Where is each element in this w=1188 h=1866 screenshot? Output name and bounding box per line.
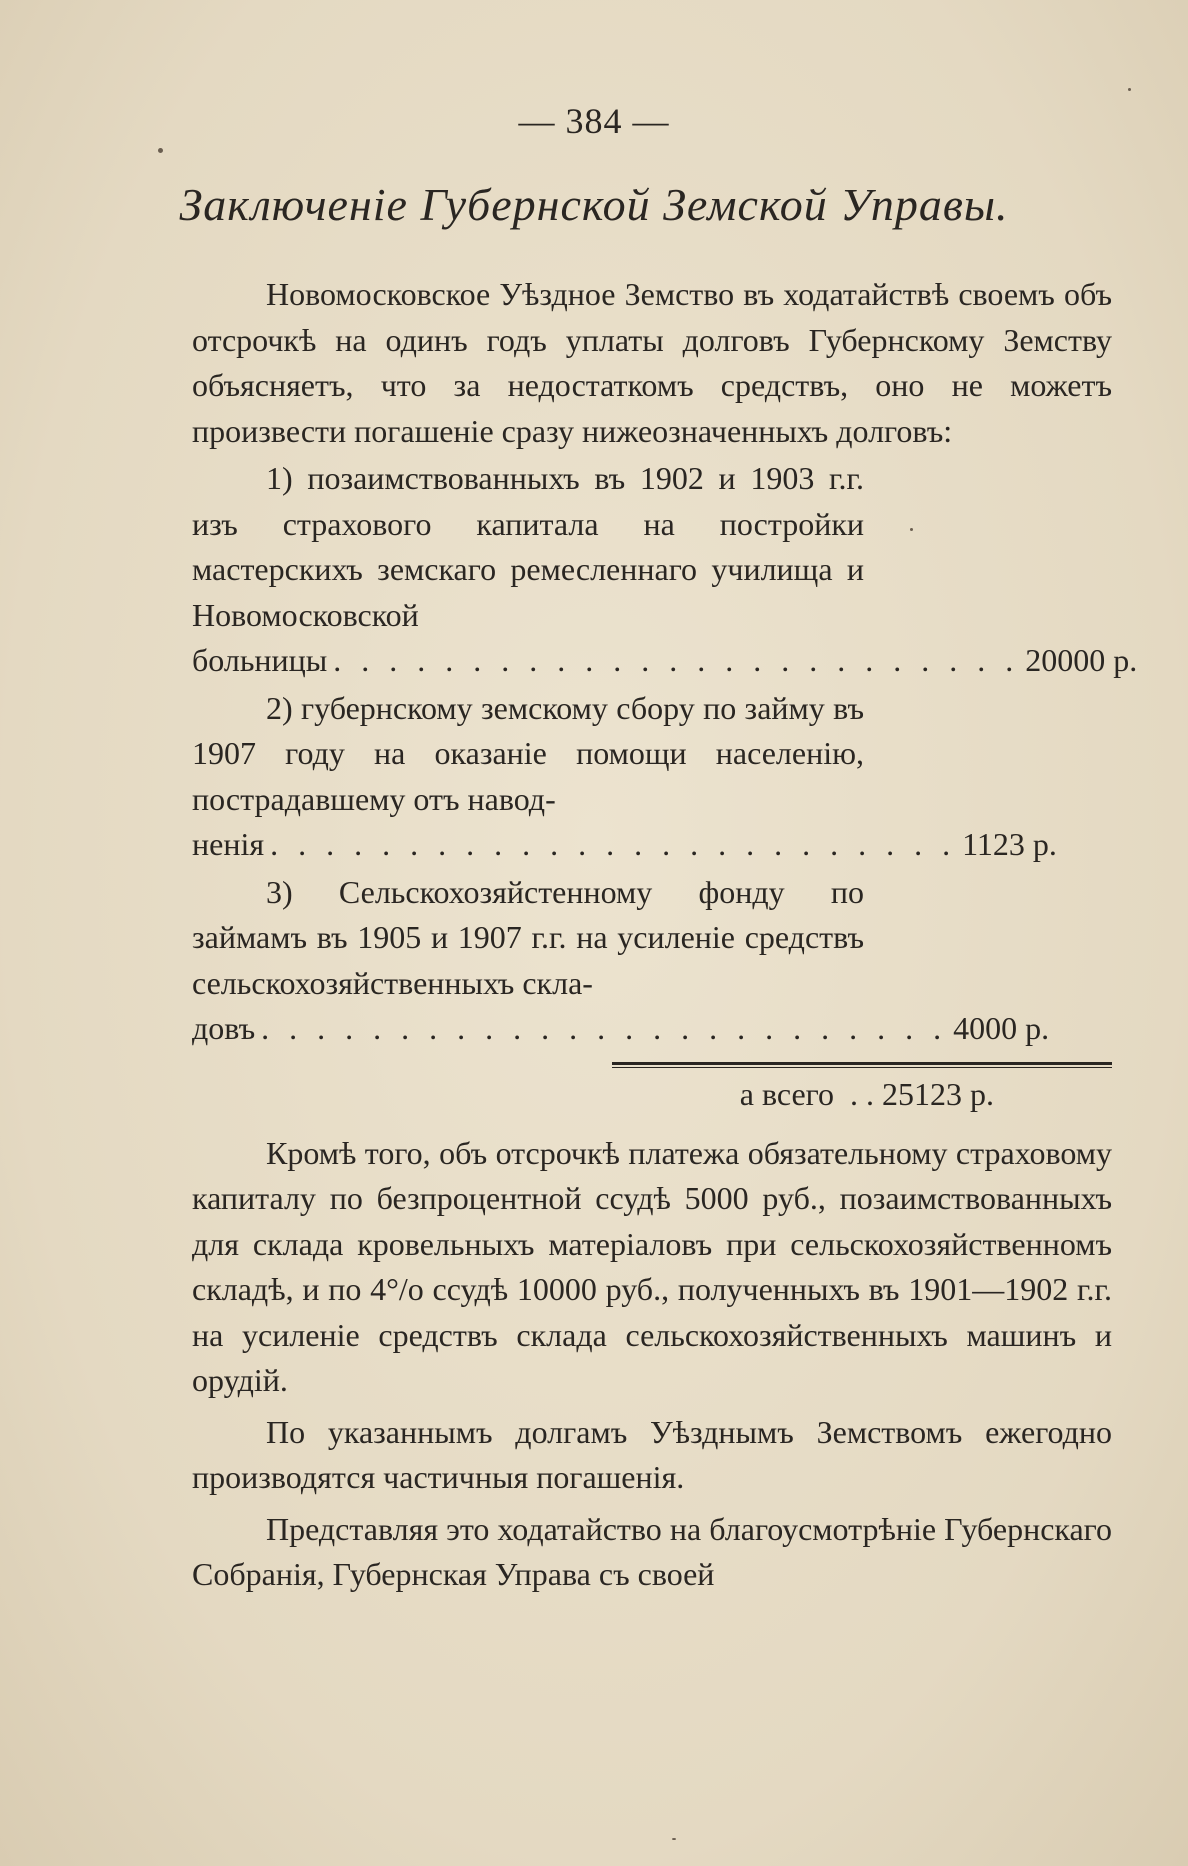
paper-speck (910, 528, 913, 531)
total-amount: 25123 р. (882, 1075, 994, 1112)
paragraph-3 (192, 1410, 1112, 1501)
debt-item-2-text: 2) губернскому земскому сбору по займу въ 1907 году на оказанiе помощи населенiю, пострадавшему отъ навод- (192, 689, 864, 817)
debt-item-3-last-word: довъ (192, 1010, 256, 1046)
debt-item-1 (192, 456, 1138, 684)
leader-dots: . . . . . . . . . . . . . . . . . . . . . . . . . (333, 642, 1020, 678)
paper-speck (158, 148, 163, 153)
document-body (192, 272, 1138, 1598)
total-line (192, 1072, 994, 1117)
section-title: Заключенiе Губернской Земской Управы. (179, 179, 1009, 230)
debt-item-3 (192, 870, 1112, 1052)
debt-item-3-amount: 4000 р. (953, 1010, 1050, 1046)
paper-speck (672, 1838, 676, 1840)
leader-dots: . . . . . . . . . . . . . . . . . . . . . . . . . (270, 826, 957, 862)
intro-text: Новомосковское Уѣздное Земство въ ходатайствѣ своемъ объ отсрочкѣ на одинъ годъ уплаты долговъ Губернскому Земству объясняетъ, что за недостаткомъ средствъ, оно не можетъ произвести погашенiе сразу нижеозначенныхъ долговъ: (192, 276, 1112, 449)
debt-item-3-text: 3) Сельскохозяйстенному фонду по займамъ въ 1905 и 1907 г.г. на усиленiе средствъ сельскохозяйственныхъ скла- (192, 873, 864, 1001)
paper-speck (1128, 88, 1131, 91)
debt-item-1-last-word: больницы (192, 642, 328, 678)
paragraph-2 (192, 1131, 1112, 1404)
paragraph-4-text: Представляя это ходатайство на благоусмотрѣнiе Губернскаго Собранiя, Губернская Управа съ своей (192, 1510, 1112, 1592)
paragraph-3-text: По указаннымъ долгамъ Уѣзднымъ Земствомъ ежегодно производятся частичныя погашенiя. (192, 1413, 1112, 1495)
paragraph-4 (192, 1507, 1112, 1598)
debt-item-2 (192, 686, 1112, 868)
intro-paragraph (192, 272, 1112, 454)
debt-item-2-amount: 1123 р. (962, 826, 1057, 862)
total-rule (612, 1062, 1112, 1068)
leader-dots: . . . . . . . . . . . . . . . . . . . . . . . . . (261, 1010, 948, 1046)
page-number: — 384 — (518, 101, 670, 141)
debt-item-1-amount: 20000 р. (1025, 642, 1138, 678)
paragraph-2-text: Кромѣ того, объ отсрочкѣ платежа обязательному страховому капиталу по безпроцентной ссудѣ 5000 руб., позаимствованныхъ для склада кровельныхъ матерiаловъ при сельскохозяйственномъ складѣ, и по 4°/о ссудѣ 10000 руб., полученныхъ въ 1901—1902 г.г. на усиленiе средствъ склада сельскохозяйственныхъ машинъ и орудiй. (192, 1134, 1112, 1398)
total-label: а всего . . (739, 1075, 874, 1112)
debt-item-1-text: 1) позаимствованныхъ въ 1902 и 1903 г.г. изъ страхового капитала на постройки мастерскихъ земскаго ремесленнаго училища и Новомосковской (192, 460, 864, 633)
debt-item-2-last-word: ненiя (192, 826, 265, 862)
